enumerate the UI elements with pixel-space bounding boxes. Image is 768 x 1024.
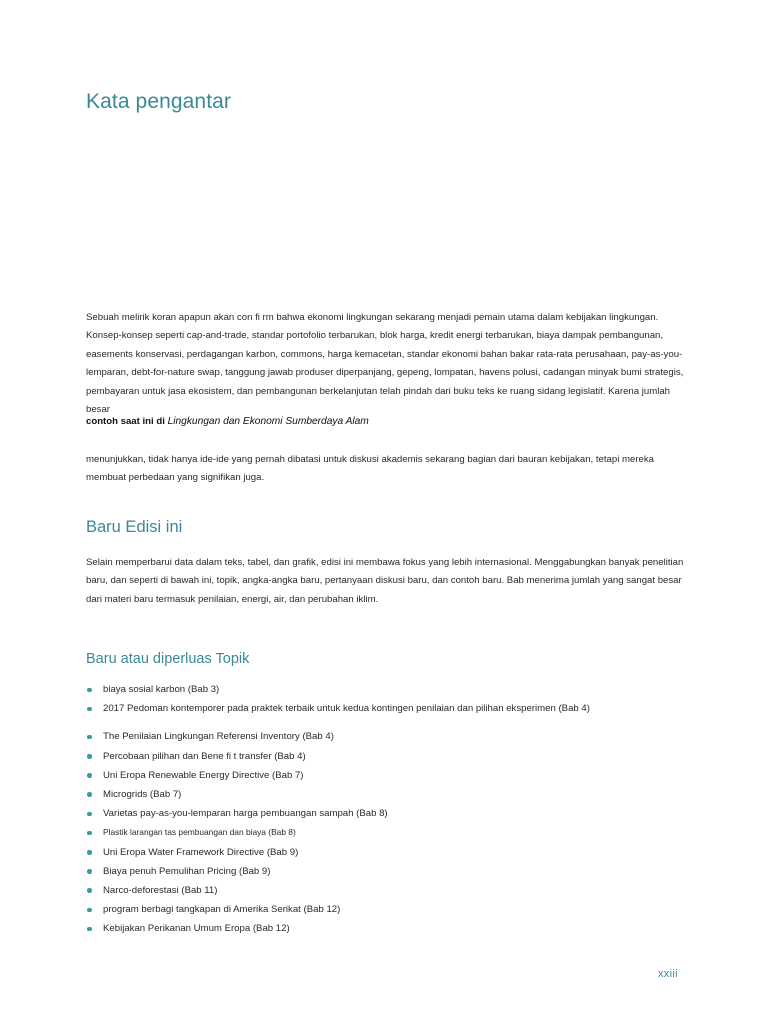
bullet-icon: [87, 754, 92, 759]
list-item-text: Microgrids (Bab 7): [103, 788, 182, 800]
section-paragraph: Selain memperbarui data dalam teks, tabel, dan grafik, edisi ini membawa fokus yang lebih internasional. Menggabungkan banyak penelitian baru, dan seperti di bawah ini, topik, angka-angka baru, pertanyaan diskusi baru, dan contoh baru. Bab menerima jumlah yang sangat besar dari materi baru termasuk penilaian, energi, air, dan perubahan iklim.: [86, 557, 684, 605]
list-item-text: 2017 Pedoman kontemporer pada praktek terbaik untuk kedua kontingen penilaian dan pilihan eksperimen (Bab 4): [103, 703, 590, 715]
list-item: [86, 804, 686, 823]
list-item: [86, 881, 686, 900]
list-item-text: Biaya penuh Pemulihan Pricing (Bab 9): [103, 865, 271, 877]
list-spacer: [86, 718, 686, 727]
emphasis-bold-text: contoh saat ini di: [86, 416, 165, 427]
list-item-text: program berbagi tangkapan di Amerika Serikat (Bab 12): [103, 904, 341, 916]
list-item: [86, 862, 686, 881]
list-item: [86, 699, 686, 718]
list-item-text: Uni Eropa Renewable Energy Directive (Bab 7): [103, 769, 304, 781]
intro-paragraph: Sebuah melirik koran apapun akan con fi rm bahwa ekonomi lingkungan sekarang menjadi pemain utama dalam kebijakan lingkungan. Konsep-konsep seperti cap-and-trade, standar portofolio terbarukan, blok harga, kredit energi terbarukan, biaya dampak pembangunan, easements konservasi, perdagangan karbon, commons, harga kemacetan, standar ekonomi bahan bakar rata-rata perusahaan, pay-as-you-lemparan, debt-for-nature swap, tanggung jawab produser diperpanjang, gepeng, lompatan, havens polusi, cadangan minyak bumi strategis, pembayaran untuk jasa ekosistem, dan pembangunan berkelanjutan telah pindah dari buku teks ke ruang sidang legislatif. Karena jumlah besar: [86, 312, 684, 416]
continuation-paragraph: menunjukkan, tidak hanya ide-ide yang pernah dibatasi untuk diskusi akademis sekarang bagian dari bauran kebijakan, tetapi mereka membuat perbedaan yang signifikan juga.: [86, 454, 654, 484]
list-item: [86, 747, 686, 766]
page-title: Kata pengantar: [86, 90, 232, 113]
list-item: [86, 727, 686, 746]
list-item: [86, 919, 686, 938]
list-item-text: Percobaan pilihan dan Bene fi t transfer (Bab 4): [103, 750, 306, 762]
list-item-text: biaya sosial karbon (Bab 3): [103, 684, 220, 695]
bullet-icon: [87, 735, 92, 740]
bullet-icon: [87, 869, 92, 874]
list-item: [86, 900, 686, 919]
topics-list: [86, 680, 686, 938]
list-item: [86, 680, 686, 699]
bullet-icon: [87, 773, 92, 778]
list-item-text: The Penilaian Lingkungan Referensi Inventory (Bab 4): [103, 731, 334, 743]
bullet-icon: [87, 888, 92, 893]
list-item: [86, 766, 686, 785]
book-title-italic: Lingkungan dan Ekonomi Sumberdaya Alam: [167, 416, 369, 427]
list-item: [86, 785, 686, 804]
bullet-icon: [87, 812, 92, 817]
list-item-text: Plastik larangan tas pembuangan dan biaya (Bab 8): [103, 827, 296, 838]
bullet-icon: [87, 688, 92, 693]
list-item: [86, 843, 686, 862]
subsection-heading: Baru atau diperluas Topik: [86, 651, 250, 667]
list-item-text: Varietas pay-as-you-lemparan harga pembuangan sampah (Bab 8): [103, 808, 388, 820]
bullet-icon: [87, 707, 92, 712]
list-item: [86, 823, 686, 842]
list-item-text: Uni Eropa Water Framework Directive (Bab 9): [103, 846, 299, 858]
list-item-text: Kebijakan Perikanan Umum Eropa (Bab 12): [103, 923, 290, 935]
bullet-icon: [87, 792, 92, 797]
section-heading: Baru Edisi ini: [86, 518, 183, 536]
page-number: xxiii: [658, 968, 678, 980]
bullet-icon: [87, 850, 92, 855]
bullet-icon: [87, 831, 92, 836]
list-item-text: Narco-deforestasi (Bab 11): [103, 884, 218, 896]
emphasis-line: [86, 416, 369, 427]
bullet-icon: [87, 927, 92, 932]
bullet-icon: [87, 908, 92, 913]
